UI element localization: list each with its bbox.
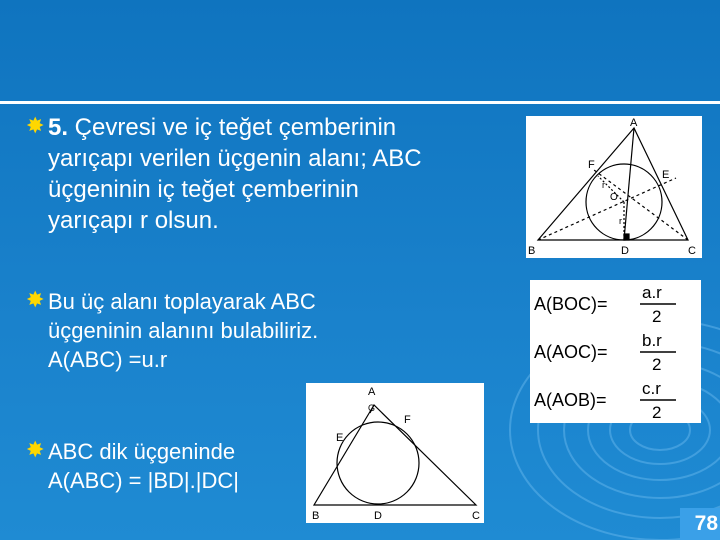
vertex-label: F [404, 414, 411, 426]
area-formulas-panel [530, 280, 701, 423]
vertex-label: O [610, 192, 618, 203]
bullet-text: yarıçapı r olsun. [48, 207, 219, 234]
page-number: 78 [694, 512, 718, 535]
formula-lhs: A(AOB)= [534, 390, 607, 410]
formula-lhs: A(BOC)= [534, 294, 608, 314]
vertex-label: E [336, 432, 344, 444]
bullet-sum-areas [26, 287, 448, 374]
header-divider [0, 101, 720, 104]
vertex-label: B [528, 245, 536, 257]
radius-label: r [602, 180, 605, 190]
bullet-text: Çevresi ve iç teğet çemberinin [68, 114, 397, 141]
formula-numerator: c.r [642, 379, 661, 398]
formula-denominator: 2 [652, 403, 662, 422]
formula-denominator: 2 [652, 307, 662, 326]
vertex-label: F [588, 159, 595, 171]
formula-numerator: a.r [642, 283, 662, 302]
radius-label: r [619, 216, 622, 226]
vertex-label: D [374, 510, 382, 522]
incircle-triangle-diagram [526, 116, 702, 258]
bullet-star-icon: ✸ [26, 437, 45, 462]
vertex-label: A [630, 117, 638, 129]
formula-lhs: A(AOC)= [534, 342, 608, 362]
incircle-triangle-figure [526, 116, 702, 258]
bullet-right-triangle [26, 437, 348, 495]
vertex-label: C [688, 245, 696, 257]
right-triangle-diagram [306, 383, 484, 523]
bullet-text: A(ABC) =u.r [48, 347, 168, 372]
bullet-star-icon: ✸ [26, 287, 45, 312]
formula-numerator: b.r [642, 331, 662, 350]
bullet-text: ABC dik üçgeninde [48, 439, 236, 464]
bullet-5-area-formula [26, 112, 508, 236]
bullet-text: üçgeninin iç teğet çemberinin [48, 176, 359, 203]
bullet-text: yarıçapı verilen üçgenin alanı; ABC [48, 145, 422, 172]
bullet-text: A(ABC) = |BD|.|DC| [48, 468, 239, 493]
bullet-text: üçgeninin alanını bulabiliriz. [48, 318, 319, 343]
area-formulas [530, 280, 701, 423]
vertex-label: B [312, 510, 320, 522]
formula-denominator: 2 [652, 355, 662, 374]
vertex-label: D [621, 245, 629, 257]
bullet-text: Bu üç alanı toplayarak ABC [48, 289, 316, 314]
vertex-label: E [662, 169, 670, 181]
right-angle-mark: G [368, 403, 376, 413]
right-triangle-figure [306, 383, 484, 523]
vertex-label: C [472, 510, 480, 522]
vertex-label: A [368, 386, 376, 398]
bullet-star-icon: ✸ [26, 113, 45, 138]
problem-number: 5. [48, 114, 69, 141]
